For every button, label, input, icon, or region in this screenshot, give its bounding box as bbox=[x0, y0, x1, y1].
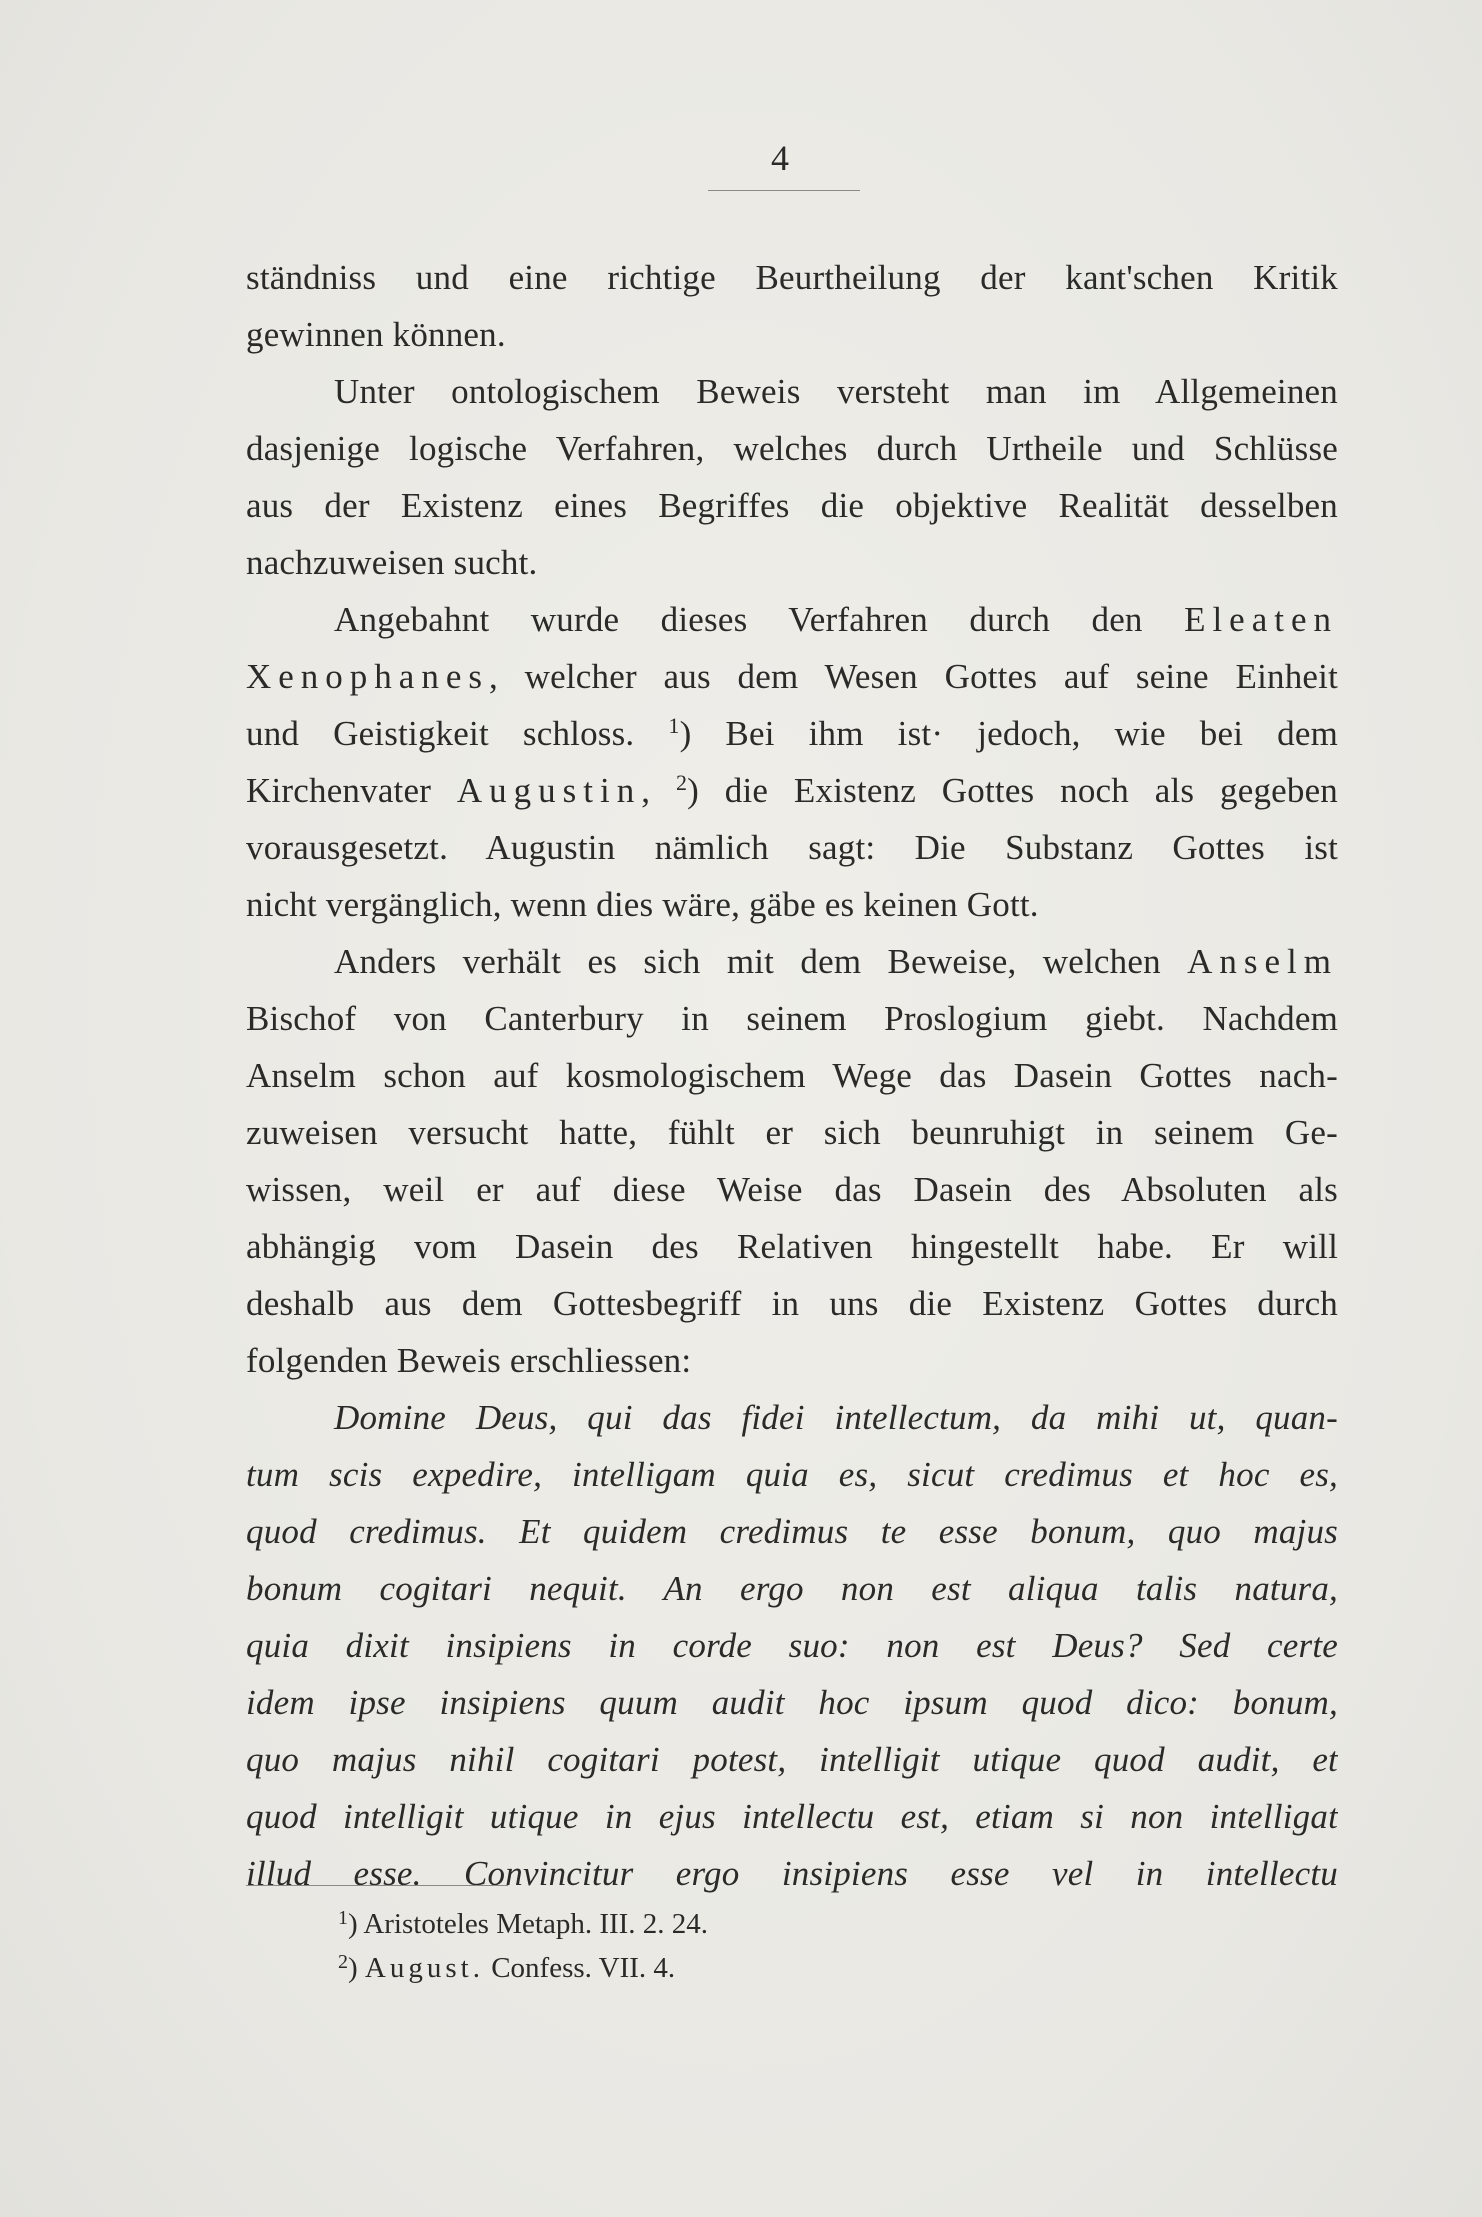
text-line: idem ipse insipiens quum audit hoc ipsum quod dico: bonum, bbox=[246, 1683, 1338, 1722]
footnote-paren: ) bbox=[348, 1952, 358, 1984]
page-number: 4 bbox=[771, 138, 789, 178]
text-span: und Geistigkeit schloss. bbox=[246, 714, 635, 753]
text-line bbox=[246, 648, 1338, 705]
text-line: dasjenige logische Verfahren, welches durch Urtheile und Schlüsse bbox=[246, 429, 1338, 468]
footnote-author: Aristoteles bbox=[363, 1908, 489, 1940]
text-line: nicht vergänglich, wenn dies wäre, gäbe es keinen Gott. bbox=[246, 885, 1039, 924]
footnote-ref-1: 1 bbox=[668, 713, 680, 738]
text-line: quod credimus. Et quidem credimus te esse bonum, quo majus bbox=[246, 1512, 1338, 1551]
text-line: Unter ontologischem Beweis versteht man im Allgemeinen bbox=[334, 372, 1338, 411]
paragraph-xenophanes bbox=[246, 591, 1338, 933]
text-line: wissen, weil er auf diese Weise das Dasein des Absoluten als bbox=[246, 1170, 1338, 1209]
footnote-2 bbox=[338, 1946, 708, 1990]
text-line: illud esse. Convincitur ergo insipiens esse vel in intellectu bbox=[246, 1854, 1338, 1893]
paragraph-anselm bbox=[246, 933, 1338, 1389]
text-line: ständniss und eine richtige Beurtheilung der kant'schen Kritik bbox=[246, 258, 1338, 297]
spaced-name-xenophanes: Xenophanes bbox=[246, 657, 490, 696]
footnote-source: Metaph. III. 2. 24. bbox=[496, 1908, 709, 1940]
header-rule bbox=[708, 190, 860, 191]
latin-quotation bbox=[246, 1389, 1338, 1902]
footnote-source: Confess. VII. 4. bbox=[491, 1952, 676, 1984]
text-span: , welcher aus dem Wesen Gottes auf seine Einheit bbox=[489, 657, 1338, 696]
text-line: zuweisen versucht hatte, fühlt er sich beunruhigt in seinem Ge- bbox=[246, 1113, 1338, 1152]
footnote-paren: ) bbox=[348, 1908, 358, 1940]
footnote-rule bbox=[246, 1885, 508, 1886]
spaced-name-eleaten: Eleaten bbox=[1184, 600, 1338, 639]
text-line bbox=[246, 705, 1338, 762]
text-line bbox=[246, 762, 1338, 819]
footnote-1 bbox=[338, 1902, 708, 1946]
text-span: Angebahnt wurde dieses Verfahren durch den bbox=[334, 600, 1143, 639]
text-span: Kirchenvater bbox=[246, 771, 432, 810]
text-line: bonum cogitari nequit. An ergo non est aliqua talis natura, bbox=[246, 1569, 1338, 1608]
text-line: Anselm schon auf kosmologischem Wege das Dasein Gottes nach- bbox=[246, 1056, 1338, 1095]
footnotes bbox=[338, 1902, 708, 1990]
text-line: gewinnen können. bbox=[246, 315, 506, 354]
footnote-mark: 2 bbox=[338, 1951, 348, 1973]
text-line: Domine Deus, qui das fidei intellectum, da mihi ut, quan- bbox=[334, 1398, 1338, 1437]
text-line: tum scis expedire, intelligam quia es, sicut credimus et hoc es, bbox=[246, 1455, 1338, 1494]
text-line bbox=[246, 591, 1338, 648]
text-line: folgenden Beweis erschliessen: bbox=[246, 1341, 692, 1380]
text-line: quia dixit insipiens in corde suo: non est Deus? Sed certe bbox=[246, 1626, 1338, 1665]
text-line bbox=[246, 933, 1338, 990]
text-line: deshalb aus dem Gottesbegriff in uns die Existenz Gottes durch bbox=[246, 1284, 1338, 1323]
body-text bbox=[246, 249, 1338, 1902]
text-span: ) die Existenz Gottes noch als gegeben bbox=[687, 771, 1338, 810]
text-line: Bischof von Canterbury in seinem Proslogium giebt. Nachdem bbox=[246, 999, 1338, 1038]
text-line: nachzuweisen sucht. bbox=[246, 543, 538, 582]
text-line: vorausgesetzt. Augustin nämlich sagt: Die Substanz Gottes ist bbox=[246, 828, 1338, 867]
spaced-name-anselm: Anselm bbox=[1187, 942, 1338, 981]
footnote-mark: 1 bbox=[338, 1907, 348, 1929]
text-line: abhängig vom Dasein des Relativen hingestellt habe. Er will bbox=[246, 1227, 1338, 1266]
paragraph-continuation bbox=[246, 249, 1338, 363]
footnote-ref-2: 2 bbox=[675, 770, 688, 795]
text-line: quod intelligit utique in ejus intellectu est, etiam si non intelligat bbox=[246, 1797, 1338, 1836]
paragraph-ontological-proof bbox=[246, 363, 1338, 591]
text-span: Anders verhält es sich mit dem Beweise, welchen bbox=[334, 942, 1161, 981]
footnote-author: August. bbox=[364, 1952, 484, 1984]
text-line: quo majus nihil cogitari potest, intelligit utique quod audit, et bbox=[246, 1740, 1338, 1779]
text-span: ) Bei ihm ist· jedoch, wie bei dem bbox=[679, 714, 1338, 753]
text-span: , bbox=[641, 771, 651, 810]
spaced-name-augustin: Augustin bbox=[456, 771, 642, 810]
text-line: aus der Existenz eines Begriffes die objektive Realität desselben bbox=[246, 486, 1338, 525]
